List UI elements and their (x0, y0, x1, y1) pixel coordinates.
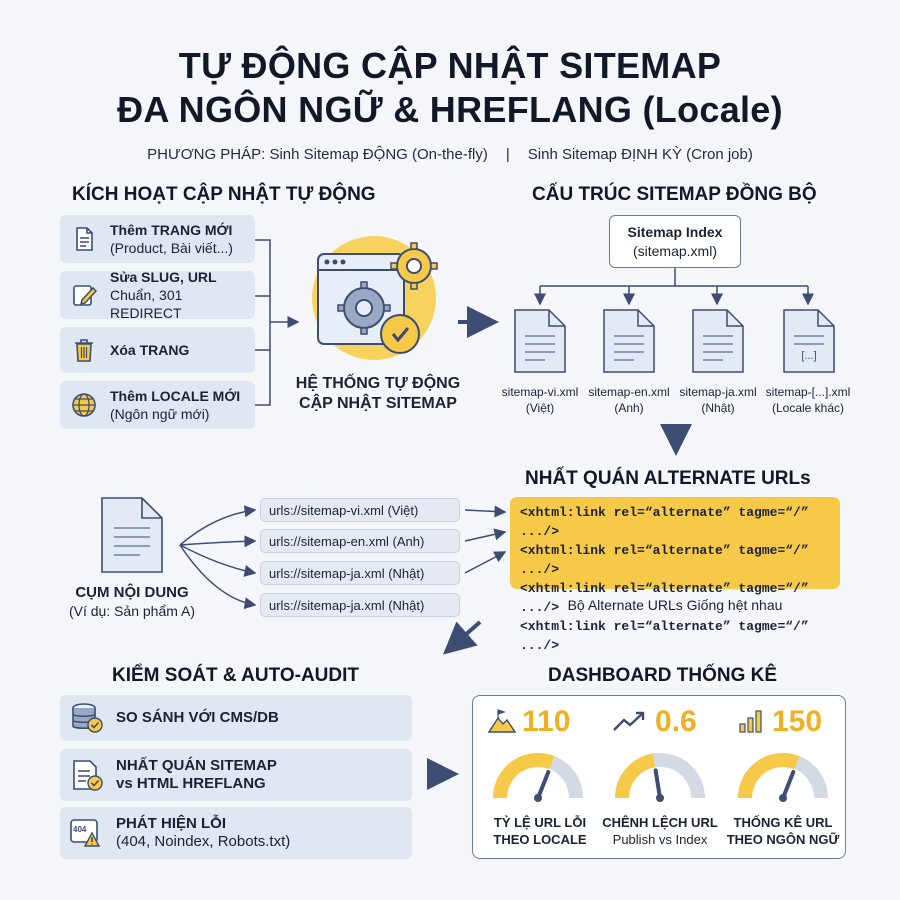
trigger-edit-slug (60, 271, 255, 319)
audit-compare-cms (60, 695, 412, 741)
globe-icon (70, 391, 98, 419)
trend-up-icon (612, 710, 646, 732)
file-name: sitemap-en.xml (588, 385, 670, 399)
stat-label-error-rate (475, 814, 605, 848)
file-lang: (Anh) (614, 401, 644, 415)
url-pill-vi: urls://sitemap-vi.xml (Việt) (260, 498, 460, 522)
dashboard-heading: DASHBOARD THỐNG KÊ (548, 665, 778, 686)
gauge-hub (534, 794, 542, 802)
trigger-title: Sửa SLUG, URL (110, 269, 217, 285)
audit-heading: KIỂM SOÁT & AUTO-AUDIT (112, 665, 359, 686)
file-lang: (Việt) (525, 401, 555, 415)
stat-label-line1: CHÊNH LỆCH URL (602, 815, 718, 830)
system-label-line2: CẬP NHẬT SITEMAP (299, 395, 457, 412)
sitemap-file-icon (782, 308, 836, 374)
alternate-to-audit-arrow (446, 622, 480, 652)
content-cluster-icon (100, 496, 164, 574)
mountain-flag-icon (488, 708, 516, 734)
audit-title: NHẤT QUÁN SITEMAP (116, 757, 277, 774)
audit-error-detection (60, 807, 412, 859)
file-label-ja (672, 384, 764, 416)
gauge-error-rate (490, 748, 586, 804)
audit-sitemap-consistency (60, 749, 412, 801)
page-title-line2: ĐA NGÔN NGỮ & HREFLANG (Locale) (117, 89, 783, 130)
code-line: <xhtml:link rel=“alternate” tagme=“/” .../> (520, 581, 809, 615)
stat-label-line2: THEO NGÔN NGỮ (726, 832, 840, 847)
gauge-needle (783, 772, 793, 798)
pencil-icon (70, 281, 98, 309)
stat-label-line2: THEO LOCALE (493, 832, 587, 847)
method-cron: Sinh Sitemap ĐỊNH KỲ (Cron job) (527, 146, 753, 163)
alternate-caption: Bộ Alternate URLs Giống hệt nhau (567, 597, 783, 613)
subtitle-separator: | (505, 146, 510, 163)
file-lang: (Locale khác) (771, 401, 845, 415)
checklist-icon (70, 759, 104, 791)
file-name: sitemap-[...].xml (765, 385, 851, 399)
stat-value-url-diff: 0.6 (655, 705, 697, 738)
stat-label-url-diff (595, 814, 725, 848)
url-pill-ja: urls://sitemap-ja.xml (Nhật) (260, 561, 460, 585)
stat-label-line1: TỶ LỆ URL LỖI (493, 815, 587, 830)
trigger-desc: Chuẩn, 301 REDIRECT (110, 287, 183, 321)
error-404-icon (70, 817, 104, 849)
trigger-new-page (60, 215, 255, 263)
trigger-delete-page (60, 327, 255, 373)
system-label-line1: HỆ THỐNG TỰ ĐỘNG (295, 375, 461, 392)
audit-title: SO SÁNH VỚI CMS/DB (116, 709, 279, 726)
trigger-title: Xóa TRANG (110, 342, 190, 358)
file-name: sitemap-ja.xml (679, 385, 757, 399)
code-line: <xhtml:link rel=“alternate” tagme=“/” .../> (520, 619, 809, 653)
sitemap-file-icon (691, 308, 745, 374)
document-icon (70, 225, 98, 253)
gauge-needle (656, 770, 660, 798)
url-to-code-lines (465, 510, 505, 573)
stat-label-line1: THỐNG KÊ URL (733, 815, 833, 830)
url-pill-en: urls://sitemap-en.xml (Anh) (260, 529, 460, 553)
trigger-title: Thêm LOCALE MỚI (110, 388, 241, 404)
audit-title: PHÁT HIỆN LỖI (116, 815, 227, 832)
page-title-line1: TỰ ĐỘNG CẬP NHẬT SITEMAP (178, 45, 722, 86)
audit-desc: (404, Noindex, Robots.txt) (116, 833, 291, 850)
gauge-hub (656, 794, 664, 802)
gauge-url-per-lang (735, 748, 831, 804)
method-dynamic: PHƯƠNG PHÁP: Sinh Sitemap ĐỘNG (On-the-fly) (147, 146, 488, 163)
gauge-url-diff (612, 748, 708, 804)
file-name: sitemap-vi.xml (501, 385, 579, 399)
gauge-needle (538, 772, 548, 798)
bar-chart-icon (738, 708, 766, 734)
stat-label-line2: Publish vs Index (612, 832, 708, 847)
alternate-heading: NHẤT QUÁN ALTERNATE URLs (525, 468, 811, 489)
file-placeholder: [...] (801, 350, 817, 362)
sitemap-file-icon (513, 308, 567, 374)
file-label-other (762, 384, 854, 416)
cluster-title: CỤM NỘI DUNG (75, 584, 189, 601)
stat-value-error-rate: 110 (522, 705, 571, 738)
file-label-vi (494, 384, 586, 416)
cluster-example: (Ví dụ: Sản phẩm A) (68, 603, 196, 619)
gears-window-icon (304, 228, 454, 368)
sitemap-index-title: Sitemap Index (627, 224, 723, 240)
gauge-fill (622, 760, 654, 798)
sitemap-file-icon (602, 308, 656, 374)
stat-label-url-per-lang (718, 814, 848, 848)
trigger-desc: (Product, Bài viết...) (110, 240, 233, 256)
code-line: <xhtml:link rel=“alternate” tagme=“/” .../> (520, 543, 809, 577)
url-pill-ja-2: urls://sitemap-ja.xml (Nhật) (260, 593, 460, 617)
sitemap-index-box (609, 215, 741, 268)
trigger-new-locale (60, 381, 255, 429)
trash-icon (70, 336, 98, 364)
sitemap-index-file: (sitemap.xml) (632, 243, 717, 259)
triggers-heading: KÍCH HOẠT CẬP NHẬT TỰ ĐỘNG (72, 184, 376, 205)
sitemap-tree-lines (540, 268, 808, 304)
error-code: 404 (73, 825, 87, 834)
file-lang: (Nhật) (701, 401, 735, 415)
audit-desc: vs HTML HREFLANG (116, 775, 266, 792)
code-line: <xhtml:link rel=“alternate” tagme=“/” .../> (520, 505, 809, 539)
structure-heading: CẤU TRÚC SITEMAP ĐỒNG BỘ (532, 184, 817, 205)
trigger-title: Thêm TRANG MỚI (110, 222, 233, 238)
stat-value-url-per-lang: 150 (772, 705, 823, 738)
file-label-en (583, 384, 675, 416)
database-check-icon (70, 702, 104, 734)
system-label (278, 374, 478, 414)
content-cluster-label (62, 583, 202, 621)
gauge-hub (779, 794, 787, 802)
trigger-desc: (Ngôn ngữ mới) (110, 406, 210, 422)
